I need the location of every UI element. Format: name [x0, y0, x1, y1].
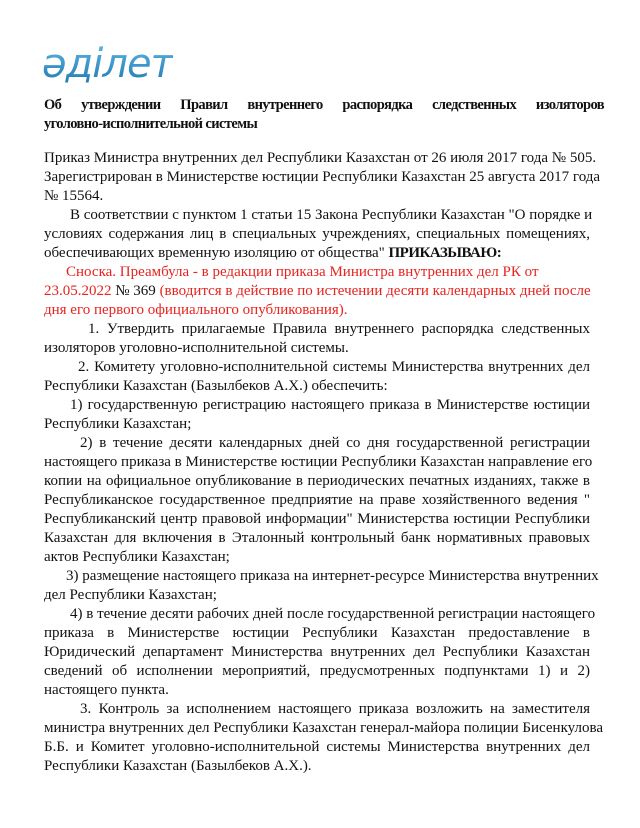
text-line: Приказ Министра внутренних дел Республики Казахстан от 26 июля 2017 года № 505. — [44, 150, 597, 166]
text-line: копии на официальное опубликование в периодических печатных изданиях, также в — [44, 473, 590, 489]
text-line: Казахстан для включения в Эталонный контрольный банк нормативных правовых — [44, 530, 590, 546]
text-line: дел Республики Казахстан; — [44, 587, 217, 603]
adilet-logo[interactable] — [42, 36, 173, 86]
title-line: уголовно-исполнительной системы — [44, 116, 258, 132]
text-line: Республиканское государственное предприятие на праве хозяйственного ведения " — [44, 492, 590, 508]
text-line: 1. Утвердить прилагаемые Правила внутреннего распорядка следственных — [88, 321, 590, 337]
subparagraph-2 — [44, 434, 593, 567]
text-line: Республики Казахстан (Базылбеков А.Х.). — [44, 758, 312, 774]
footnote — [44, 263, 590, 320]
text-line: сведений об исполнении мероприятий, предусмотренных подпунктами 1) и 2) — [44, 663, 590, 679]
text-line: 4) в течение десяти рабочих дней после государственной регистрации настоящего — [70, 606, 596, 622]
text-line: 1) государственную регистрацию настоящего приказа в Министерстве юстиции — [70, 397, 590, 413]
paragraph-1 — [44, 320, 590, 358]
paragraph-3 — [44, 700, 604, 776]
text-line — [44, 244, 590, 263]
order-header — [44, 149, 601, 206]
footnote-text: (вводится в действие по истечении десяти календарных дней после — [159, 283, 591, 299]
subparagraph-4 — [44, 605, 596, 700]
text-line — [44, 282, 590, 301]
text-line: № 15564. — [44, 188, 104, 204]
footnote-number: № 369 — [115, 283, 156, 299]
paragraph-2 — [44, 358, 590, 396]
text-line: Б.Б. и Комитет уголовно-исполнительной системы Министерства внутренних дел — [44, 739, 590, 755]
text-line: министра внутренних дел Республики Казахстан генерал-майора полиции Бисенкулова — [44, 720, 604, 736]
subparagraph-3 — [44, 567, 599, 605]
document-body — [44, 149, 604, 776]
command-word: ПРИКАЗЫВАЮ: — [388, 245, 502, 261]
text-line: настоящего приказа в Министерстве юстиции Республики Казахстан направление его — [44, 454, 593, 470]
text-line: Республики Казахстан; — [44, 416, 192, 432]
subparagraph-1 — [44, 396, 590, 434]
text-line: актов Республики Казахстан; — [44, 549, 230, 565]
text-line: приказа в Министерстве юстиции Республики Казахстан предоставление в — [44, 625, 590, 641]
title-line: Об утверждении Правил внутреннего распорядка следственных изоляторов — [44, 97, 604, 113]
text-line: дня его первого официального опубликования). — [44, 302, 348, 318]
text-line: Республики Казахстан (Базылбеков А.Х.) обеспечить: — [44, 378, 388, 394]
text-line: изоляторов уголовно-исполнительной системы. — [44, 340, 349, 356]
footnote-date-link[interactable]: 23.05.2022 — [44, 283, 112, 299]
text-line: 2. Комитету уголовно-исполнительной системы Министерства внутренних дел — [78, 359, 590, 375]
logo-text: әділет — [42, 41, 173, 87]
text-line: 2) в течение десяти календарных дней со дня государственной регистрации — [80, 435, 590, 451]
text-line: В соответствии с пунктом 1 статьи 15 Закона Республики Казахстан "О порядке и — [70, 207, 593, 223]
text-line: Республиканский центр правовой информации" Министерства юстиции Республики — [44, 511, 590, 527]
text-line: настоящего пункта. — [44, 682, 169, 698]
text-line: Зарегистрирован в Министерстве юстиции Республики Казахстан 25 августа 2017 года — [44, 169, 601, 185]
text-line: 3. Контроль за исполнением настоящего приказа возложить на заместителя — [80, 701, 590, 717]
text-line: 3) размещение настоящего приказа на интернет-ресурсе Министерства внутренних — [66, 568, 599, 584]
text-line: условиях содержания лиц в специальных учреждениях, специальных помещениях, — [44, 226, 590, 242]
preamble-text: обеспечивающих временную изоляцию от общества" — [44, 245, 385, 261]
text-line: Юридический департамент Министерства внутренних дел Республики Казахстан — [44, 644, 590, 660]
text-line: Сноска. Преамбула - в редакции приказа Министра внутренних дел РК от — [66, 264, 539, 280]
document-title — [44, 96, 604, 134]
preamble — [44, 206, 593, 263]
